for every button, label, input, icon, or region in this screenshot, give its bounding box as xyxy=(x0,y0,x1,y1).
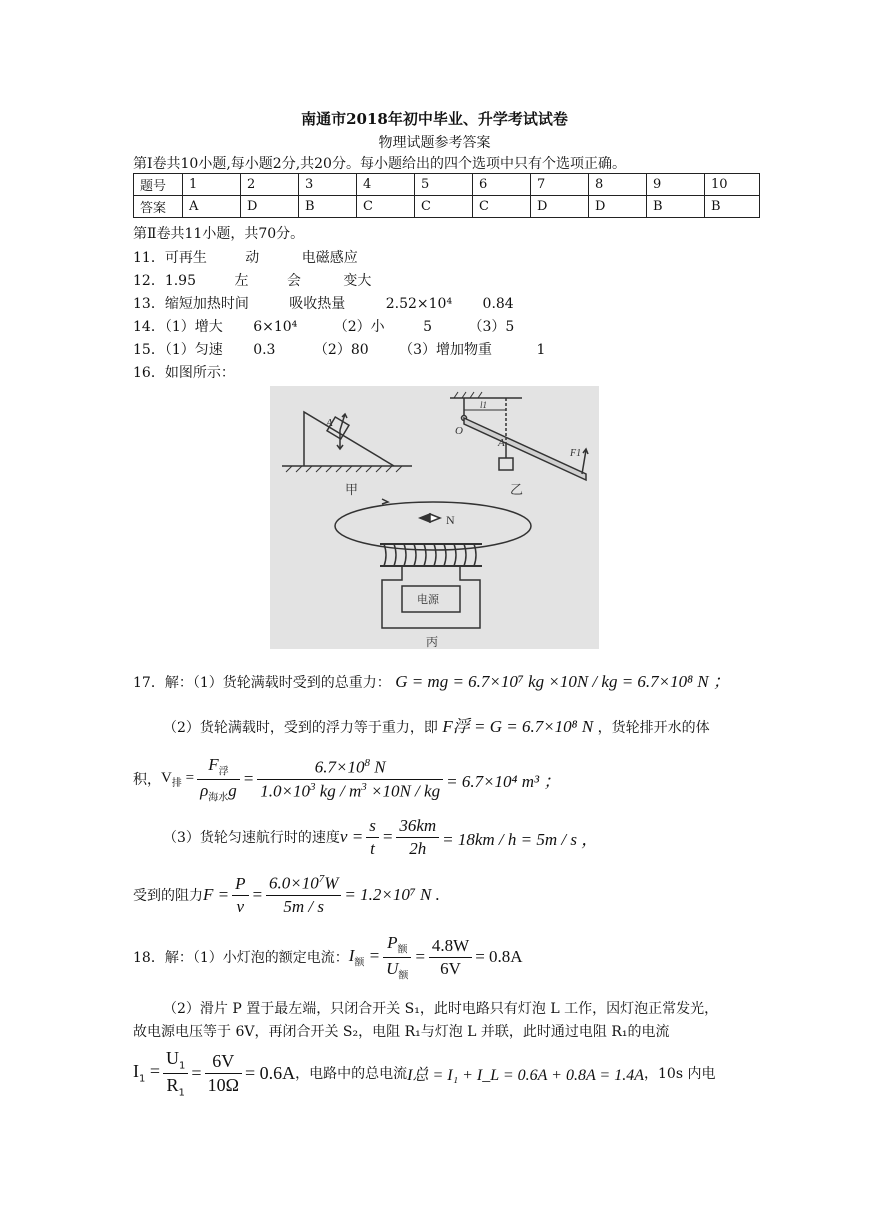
table-cell: C xyxy=(357,196,415,218)
answer-item: 15．（1）匀速 xyxy=(133,342,223,358)
table-cell: B xyxy=(705,196,760,218)
answer-item: （3）增加物重 xyxy=(399,342,493,358)
lever-diagram xyxy=(450,392,588,480)
q17-text: 17．解：（1）货轮满载时受到的总重力： xyxy=(133,675,391,691)
label-f1: F1 xyxy=(570,448,582,459)
label-bing: 丙 xyxy=(426,635,439,649)
answer-table xyxy=(133,173,760,218)
q18-text: 18．解：（1）小灯泡的额定电流： xyxy=(133,950,349,966)
q18-text: ，10s 内电 xyxy=(644,1066,716,1082)
q17-line-3: 积， $V_排$ = $\frac{F_浮}{\rho_{海水}g}$ = $\frac{6.7\times 10^8 N}{1.0\times 10^3 kg / m^3 \times 10N / kg}$ = 6.7×10⁴ m³ ； xyxy=(133,755,561,803)
table-cell: 2 xyxy=(241,174,299,196)
answer-item: 11．可再生 xyxy=(133,250,207,266)
table-cell: 1 xyxy=(183,174,241,196)
answer-item: （2）小 xyxy=(333,319,385,335)
q17-text: （2）货轮满载时，受到的浮力等于重力，即 xyxy=(163,720,438,736)
q18-line-2: （2）滑片 P 置于最左端，只闭合开关 S₁，此时电路只有灯泡 L 工作，因灯泡正常发光， xyxy=(163,1001,719,1017)
answer-item: 左 xyxy=(234,273,249,289)
q18-result-current: = 0.8A xyxy=(475,947,523,966)
table-cell: 3 xyxy=(299,174,357,196)
q18-line-4: $I_1$ = $\frac{U_1}{R_1}$ = $\frac{6V}{10\Omega}$ = 0.6A ，电路中的总电流 I总 = I₁ + I_L = 0.6A + 0.8A = 1.4A ，10s 内电 xyxy=(133,1047,716,1099)
label-jia: 甲 xyxy=(345,483,359,498)
answer-line-14 xyxy=(133,316,514,336)
answer-line-16: 16．如图所示： xyxy=(133,365,235,381)
fraction-speed-2: $\frac{36km}{2h}$ xyxy=(396,816,439,859)
answer-item: 5 xyxy=(423,319,433,335)
label-power: 电源 xyxy=(417,593,439,606)
fraction-volume-2: $\frac{6.7\times 10^8 N}{1.0\times 10^3 kg / m^3 \times 10N / kg}$ xyxy=(257,757,443,801)
answer-item: 1 xyxy=(536,342,546,358)
label-l1: l1 xyxy=(480,400,488,410)
answer-line-15 xyxy=(133,339,545,359)
fraction-current-1: $\frac{P_额}{U_额}$ xyxy=(383,933,411,981)
q17-text: ，货轮排开水的体 xyxy=(597,720,710,736)
q17-line-5: 受到的阻力 F = $\frac{P}{v}$ = $\frac{6.0\times 10^7W}{5m / s}$ = 1.2×10⁷ N . xyxy=(133,873,440,916)
label-a-incline: A xyxy=(326,417,333,429)
q17-formula-gravity: G = mg = 6.7×10⁷ kg ×10N / kg = 6.7×10⁸ N ； xyxy=(395,672,730,691)
part2-intro: 第Ⅱ卷共11小题，共70分。 xyxy=(133,226,305,242)
page-subtitle: 物理试题参考答案 xyxy=(378,135,491,151)
table-cell: C xyxy=(415,196,473,218)
table-cell: B xyxy=(299,196,357,218)
fraction-r1-2: $\frac{6V}{10\Omega}$ xyxy=(205,1051,242,1096)
q17-line-4: （3）货轮匀速航行时的速度 v = $\frac{s}{t}$ = $\frac{36km}{2h}$ = 18km / h = 5m / s ， xyxy=(163,815,599,858)
label-yi: 乙 xyxy=(510,483,524,498)
q17-text: 受到的阻力 xyxy=(133,888,203,904)
table-cell: 答案 xyxy=(134,196,183,218)
label-n: N xyxy=(446,513,455,527)
figure-drawing xyxy=(270,386,599,649)
answer-figure xyxy=(270,386,599,649)
table-cell: 6 xyxy=(473,174,531,196)
answer-item: （2）80 xyxy=(313,342,369,358)
q17-text: （3）货轮匀速航行时的速度 xyxy=(163,830,340,846)
label-o: O xyxy=(455,425,463,437)
answer-item: 变大 xyxy=(343,273,372,289)
answer-item: 12．1.95 xyxy=(133,273,196,289)
q18-result-r1: = 0.6A xyxy=(244,1062,296,1083)
answer-item: 6×10⁴ xyxy=(253,319,298,335)
q18-line-3: 故电源电压等于 6V，再闭合开关 S₂，电阻 R₁与灯泡 L 并联，此时通过电阻 R₁的电流 xyxy=(133,1024,670,1040)
table-cell: 5 xyxy=(415,174,473,196)
table-cell: 8 xyxy=(589,174,647,196)
q18-formula-total: I总 = I₁ + I_L = 0.6A + 0.8A = 1.4A xyxy=(407,1066,644,1084)
q18-text: ，电路中的总电流 xyxy=(295,1066,408,1082)
answer-item: 2.52×10⁴ xyxy=(385,296,453,312)
answer-item: 动 xyxy=(245,250,260,266)
fraction-speed-1: $\frac{s}{t}$ xyxy=(366,816,379,859)
incline-diagram xyxy=(282,412,412,472)
q17-text: 积， xyxy=(133,772,161,788)
answer-item: 0.3 xyxy=(253,342,276,358)
answer-line-11 xyxy=(133,247,358,267)
table-cell: D xyxy=(531,196,589,218)
part1-intro: 第Ⅰ卷共10小题,每小题2分,共20分。每小题给出的四个选项中只有个选项正确。 xyxy=(133,156,626,172)
table-cell: 7 xyxy=(531,174,589,196)
answer-item: 14．（1）增大 xyxy=(133,319,223,335)
table-cell: D xyxy=(589,196,647,218)
answer-item: 电磁感应 xyxy=(301,250,358,266)
table-cell: 10 xyxy=(705,174,760,196)
q17-line-1 xyxy=(133,667,730,692)
table-cell: C xyxy=(473,196,531,218)
q17-result-volume: = 6.7×10⁴ m³ ； xyxy=(446,771,561,791)
q17-formula-buoyancy: F浮 = G = 6.7×10⁸ N xyxy=(442,717,594,736)
table-row xyxy=(134,174,760,196)
q17-line-2 xyxy=(163,712,710,737)
answer-item: 0.84 xyxy=(482,296,514,312)
table-cell: 题号 xyxy=(134,174,183,196)
fraction-force-2: $\frac{6.0\times 10^7W}{5m / s}$ xyxy=(266,873,341,917)
table-cell: D xyxy=(241,196,299,218)
fraction-force-1: $\frac{P}{v}$ xyxy=(232,874,248,917)
answer-item: 13．缩短加热时间 xyxy=(133,296,249,312)
table-cell: A xyxy=(183,196,241,218)
fraction-volume-1: $\frac{F_浮}{\rho_{海水}g}$ xyxy=(197,755,240,803)
fraction-r1-1: $\frac{U_1}{R_1}$ xyxy=(163,1048,188,1098)
label-a-lever: A xyxy=(498,437,505,449)
solenoid-diagram xyxy=(335,499,531,628)
table-cell: B xyxy=(647,196,705,218)
table-cell: 4 xyxy=(357,174,415,196)
page-title: 南通市2018年初中毕业、升学考试试卷 xyxy=(301,110,568,128)
answer-item: 会 xyxy=(286,273,301,289)
fraction-current-2: $\frac{4.8W}{6V}$ xyxy=(429,936,472,979)
q18-line-1: 18．解：（1）小灯泡的额定电流： $I_额$ = $\frac{P_额}{U_额}$ = $\frac{4.8W}{6V}$ = 0.8A xyxy=(133,933,523,981)
answer-line-13 xyxy=(133,293,514,313)
answer-line-12 xyxy=(133,270,371,290)
q17-result-force: = 1.2×10⁷ N . xyxy=(344,885,440,904)
answer-item: （3）5 xyxy=(468,319,515,335)
q17-result-speed: = 18km / h = 5m / s ， xyxy=(442,829,599,849)
table-cell: 9 xyxy=(647,174,705,196)
answer-item: 吸收热量 xyxy=(289,296,346,312)
table-row xyxy=(134,196,760,218)
